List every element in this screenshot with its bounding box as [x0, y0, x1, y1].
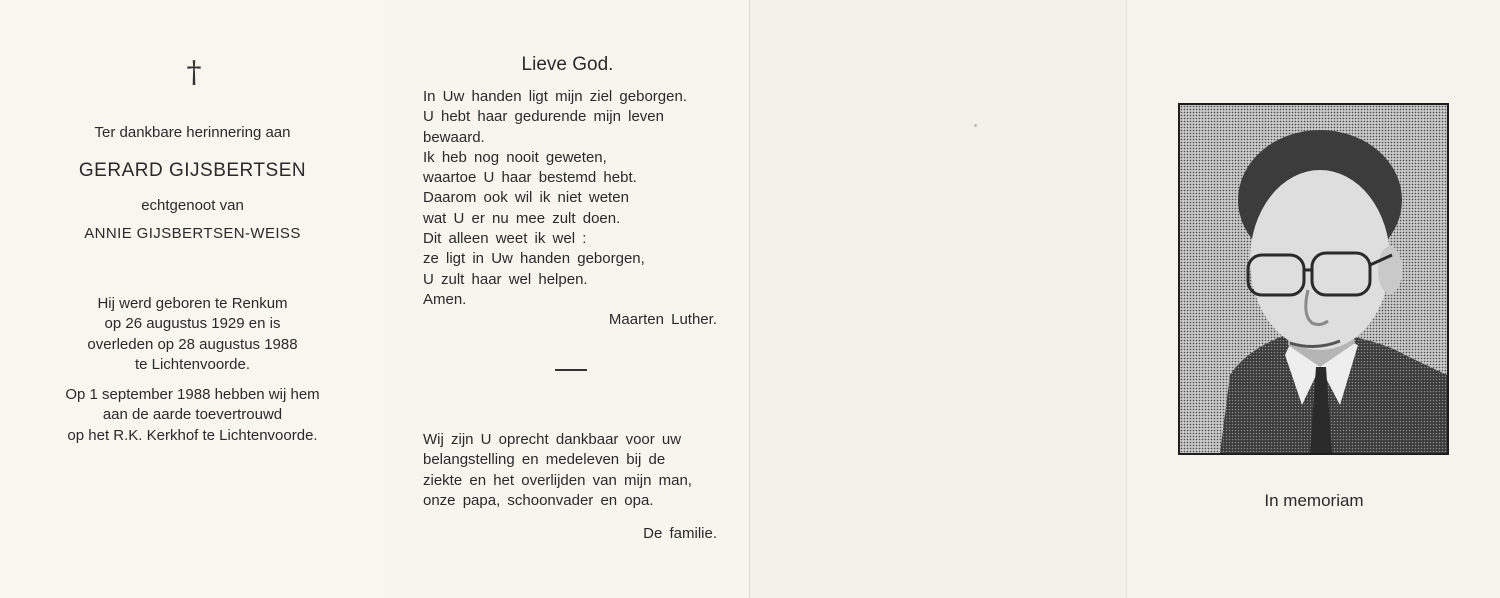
prayer-author: Maarten Luther.	[608, 311, 717, 328]
birth-line: overleden op 28 augustus 1988	[87, 335, 298, 353]
portrait-photo	[1178, 103, 1449, 455]
spouse-name: ANNIE GIJSBERTSEN-WEISS	[84, 225, 301, 242]
in-memoriam-caption: In memoriam	[1264, 491, 1364, 510]
prayer-text	[423, 87, 687, 310]
left-panel	[0, 0, 385, 598]
prayer-line: Ik heb nog nooit geweten,	[423, 148, 607, 166]
prayer-line: U zult haar wel helpen.	[423, 270, 588, 288]
burial-line: aan de aarde toevertrouwd	[102, 406, 283, 424]
blank-panel	[750, 0, 1127, 598]
divider	[555, 369, 587, 371]
thanks-line: belangstelling en medeleven bij de	[423, 451, 666, 469]
prayer-line: Amen.	[423, 290, 467, 308]
intro-text: Ter dankbare herinnering aan	[94, 124, 291, 141]
cross-icon: †	[186, 55, 202, 90]
prayer-line: Dit alleen weet ik wel :	[423, 230, 587, 248]
spouse-label: echtgenoot van	[141, 197, 244, 214]
birth-line: te Lichtenvoorde.	[134, 355, 251, 373]
birth-line: Hij werd geboren te Renkum	[97, 295, 288, 312]
thanks-signature: De familie.	[643, 525, 717, 542]
prayer-line: wat U er nu mee zult doen.	[423, 209, 621, 227]
burial-line: Op 1 september 1988 hebben wij hem	[65, 386, 320, 403]
prayer-line: In Uw handen ligt mijn ziel geborgen.	[423, 88, 687, 105]
deceased-name: GERARD GIJSBERTSEN	[78, 160, 307, 181]
thanks-line: onze papa, schoonvader en opa.	[423, 491, 654, 509]
prayer-title: Lieve God.	[521, 54, 614, 75]
thanks-line: ziekte en het overlijden van mijn man,	[423, 471, 692, 489]
paper-speck	[974, 124, 977, 127]
prayer-line: waartoe U haar bestemd hebt.	[423, 169, 637, 187]
burial-line: op het R.K. Kerkhof te Lichtenvoorde.	[67, 426, 318, 444]
birth-line: op 26 augustus 1929 en is	[104, 315, 281, 333]
thanks-line: Wij zijn U oprecht dankbaar voor uw	[423, 431, 682, 448]
prayer-line: bewaard.	[423, 128, 485, 146]
burial-info	[0, 385, 385, 446]
portrait-illustration	[1180, 105, 1447, 453]
prayer-line: U hebt haar gedurende mijn leven	[423, 108, 664, 126]
prayer-line: Daarom ook wil ik niet weten	[423, 189, 629, 207]
thanks-text	[423, 430, 692, 511]
birth-death-info	[0, 294, 385, 375]
prayer-line: ze ligt in Uw handen geborgen,	[423, 250, 645, 268]
